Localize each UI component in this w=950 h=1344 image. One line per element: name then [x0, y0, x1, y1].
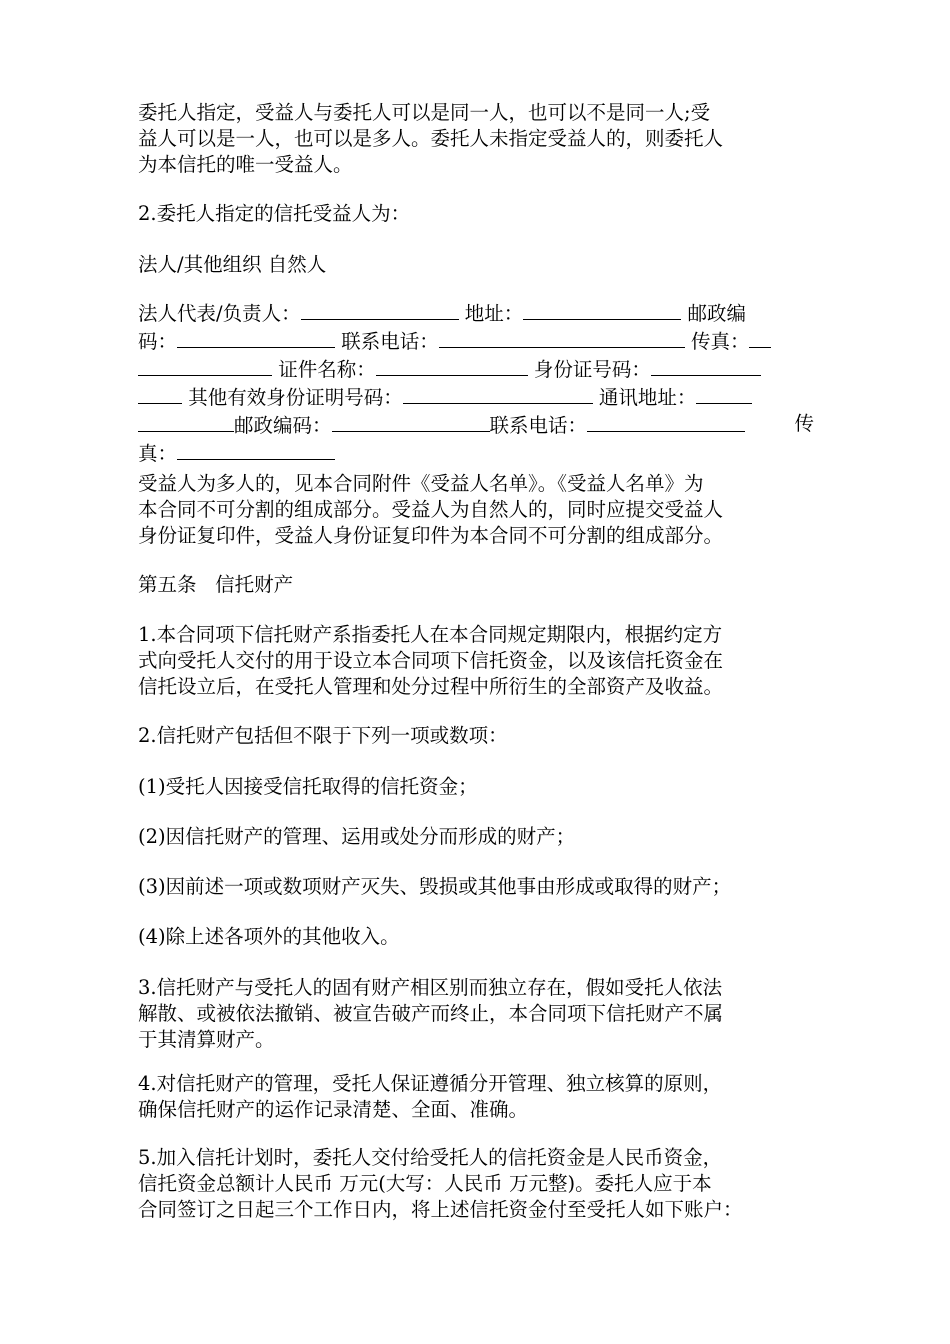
- text-line: 信托设立后，在受托人管理和处分过程中所衍生的全部资产及收益。: [138, 675, 724, 698]
- fax-label: 传真：: [690, 330, 750, 353]
- postcode-blank[interactable]: [177, 327, 335, 348]
- phone-blank[interactable]: [439, 327, 685, 348]
- paragraph-beneficiary-type: [138, 252, 814, 278]
- fax2-blank[interactable]: [177, 439, 335, 460]
- mail-address-label: 通讯地址：: [598, 386, 697, 409]
- text-line: 益人可以是一人，也可以是多人。委托人未指定受益人的，则委托人: [138, 127, 724, 150]
- other-id-blank[interactable]: [403, 383, 593, 404]
- address-label: 地址：: [464, 302, 524, 325]
- form-line: [138, 439, 814, 467]
- id-number-blank[interactable]: [651, 355, 761, 376]
- mail-address-blank-cont[interactable]: [138, 411, 234, 432]
- text-line: (3)因前述一项或数项财产灭失、毁损或其他事由形成或取得的财产；: [138, 875, 732, 898]
- form-line: [138, 327, 814, 355]
- legal-rep-label: 法人代表/负责人：: [138, 302, 301, 325]
- postcode2-label: 邮政编码：: [234, 414, 332, 437]
- text-line: 信托资金总额计人民币 万元(大写：人民币 万元整)。委托人应于本: [138, 1172, 712, 1195]
- paragraph-trust-property-includes: [138, 723, 814, 749]
- list-item-3: [138, 874, 814, 900]
- paragraph-management-principle: [138, 1071, 814, 1123]
- other-id-label: 其他有效身份证明号码：: [188, 386, 403, 409]
- phone2-label: 联系电话：: [489, 414, 588, 437]
- fax-blank[interactable]: [749, 327, 771, 348]
- phone-label: 联系电话：: [341, 330, 439, 353]
- postcode-label-part1: 邮政编: [687, 302, 747, 325]
- paragraph-designated-beneficiary: [138, 201, 814, 227]
- text-line: 5.加入信托计划时，委托人交付给受托人的信托资金是人民币资金，: [138, 1146, 723, 1169]
- text-line: 为本信托的唯一受益人。: [138, 153, 353, 176]
- paragraph-trust-property-definition: [138, 622, 814, 700]
- text-line: 确保信托财产的运作记录清楚、全面、准确。: [138, 1098, 529, 1121]
- paragraph-independence: [138, 975, 814, 1053]
- fax-blank-cont[interactable]: [138, 355, 272, 376]
- text-line: 受益人为多人的，见本合同附件《受益人名单》。《受益人名单》为: [138, 472, 704, 495]
- text-line: 委托人指定，受益人与委托人可以是同一人，也可以不是同一人;受: [138, 101, 711, 124]
- postcode-label-part2: 码：: [138, 330, 178, 353]
- text-line: 式向受托人交付的用于设立本合同项下信托资金，以及该信托资金在: [138, 649, 724, 672]
- id-number-label: 身份证号码：: [533, 358, 651, 381]
- fax2-label-part1: 传: [794, 412, 814, 435]
- postcode2-blank[interactable]: [332, 411, 490, 432]
- phone2-blank[interactable]: [587, 411, 745, 432]
- form-line: [138, 299, 814, 327]
- text-line: 4.对信托财产的管理，受托人保证遵循分开管理、独立核算的原则，: [138, 1072, 723, 1095]
- beneficiary-form: [138, 299, 814, 467]
- text-line: 第五条 信托财产: [138, 573, 294, 596]
- fax2-label-part2: 真：: [138, 442, 178, 465]
- text-line: 3.信托财产与受托人的固有财产相区别而独立存在，假如受托人依法: [138, 976, 723, 999]
- text-line: (1)受托人因接受信托取得的信托资金；: [138, 775, 478, 798]
- address-blank[interactable]: [523, 299, 681, 320]
- cert-name-label: 证件名称：: [278, 358, 376, 381]
- paragraph-trust-funds: [138, 1145, 814, 1223]
- paragraph-multiple-beneficiaries: [138, 471, 814, 549]
- form-line: [138, 355, 814, 383]
- article-heading: [138, 572, 814, 598]
- mail-address-blank[interactable]: [696, 383, 752, 404]
- list-item-2: [138, 824, 814, 850]
- form-line: [138, 383, 814, 411]
- paragraph-beneficiary-designation: [138, 100, 814, 178]
- text-line: 解散、或被依法撤销、被宣告破产而终止，本合同项下信托财产不属: [138, 1002, 724, 1025]
- list-item-4: [138, 924, 814, 950]
- text-line: 法人/其他组织 自然人: [138, 253, 327, 276]
- text-line: (2)因信托财产的管理、运用或处分而形成的财产；: [138, 825, 576, 848]
- form-line: [138, 411, 814, 439]
- text-line: (4)除上述各项外的其他收入。: [138, 925, 400, 948]
- text-line: 2.信托财产包括但不限于下列一项或数项：: [138, 724, 508, 747]
- text-line: 2.委托人指定的信托受益人为：: [138, 202, 411, 225]
- cert-name-blank[interactable]: [376, 355, 528, 376]
- list-item-1: [138, 774, 814, 800]
- text-line: 于其清算财产。: [138, 1028, 275, 1051]
- id-number-blank-cont[interactable]: [138, 383, 182, 404]
- legal-rep-blank[interactable]: [301, 299, 459, 320]
- text-line: 1.本合同项下信托财产系指委托人在本合同规定期限内，根据约定方: [138, 623, 723, 646]
- text-line: 本合同不可分割的组成部分。受益人为自然人的，同时应提交受益人: [138, 498, 724, 521]
- text-line: 身份证复印件，受益人身份证复印件为本合同不可分割的组成部分。: [138, 524, 724, 547]
- text-line: 合同签订之日起三个工作日内，将上述信托资金付至受托人如下账户：: [138, 1198, 743, 1221]
